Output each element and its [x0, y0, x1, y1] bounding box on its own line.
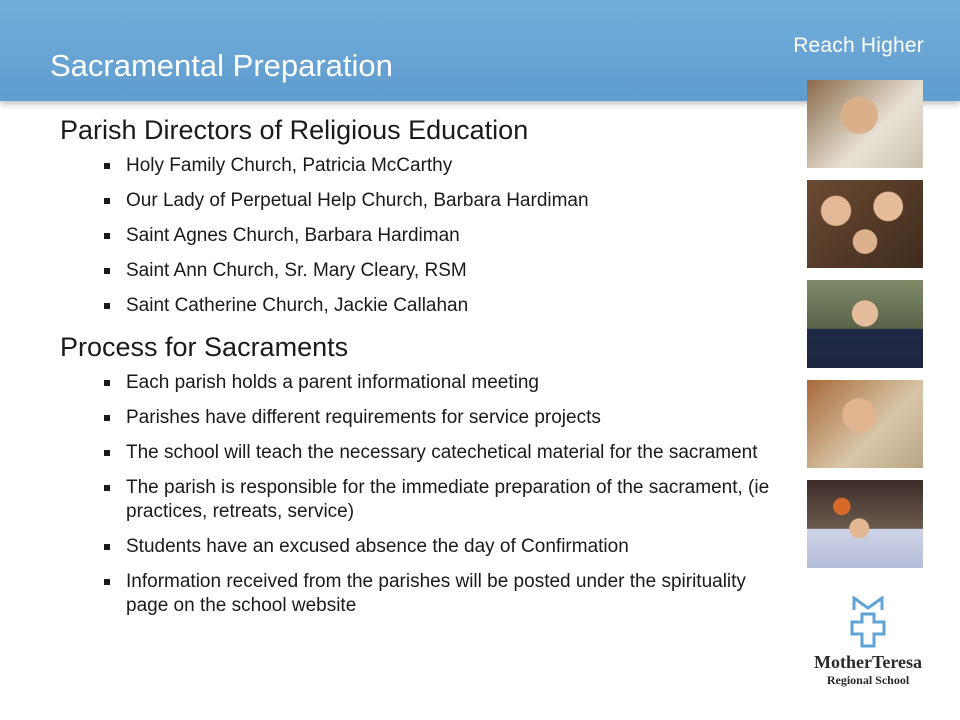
- bullet-icon: [104, 485, 110, 491]
- photo-column: [807, 80, 923, 580]
- school-name: MotherTeresa: [814, 652, 922, 672]
- section-heading-process: Process for Sacraments: [60, 332, 349, 362]
- list-item: [60, 294, 780, 318]
- child-writing-photo: [807, 80, 923, 168]
- list-item: [60, 535, 780, 559]
- process-list: [60, 371, 780, 618]
- child-looking-up-photo: [807, 280, 923, 368]
- tagline: Reach Higher: [793, 34, 924, 57]
- slide-title: Sacramental Preparation: [50, 48, 393, 83]
- list-item-text: The parish is responsible for the immediate preparation of the sacrament, (ie practices, retreats, service): [126, 477, 770, 522]
- directors-list: [60, 154, 780, 318]
- bullet-icon: [104, 579, 110, 585]
- bullet-icon: [104, 198, 110, 204]
- list-item-text: Saint Agnes Church, Barbara Hardiman: [126, 225, 460, 246]
- bullet-icon: [104, 163, 110, 169]
- slide-content: [60, 112, 780, 629]
- list-item: [60, 189, 780, 213]
- list-item: [60, 570, 780, 618]
- list-item-text: The school will teach the necessary catechetical material for the sacrament: [126, 442, 758, 463]
- list-item-text: Students have an excused absence the day of Confirmation: [126, 536, 629, 557]
- bullet-icon: [104, 544, 110, 550]
- list-item: [60, 259, 780, 283]
- girl-reading-photo: [807, 380, 923, 468]
- list-item-text: Saint Ann Church, Sr. Mary Cleary, RSM: [126, 260, 467, 281]
- list-item: [60, 224, 780, 248]
- bullet-icon: [104, 303, 110, 309]
- list-item: [60, 371, 780, 395]
- list-item-text: Saint Catherine Church, Jackie Callahan: [126, 295, 469, 316]
- bullet-icon: [104, 380, 110, 386]
- list-item: [60, 406, 780, 430]
- list-item-text: Parishes have different requirements for service projects: [126, 407, 601, 428]
- bullet-icon: [104, 233, 110, 239]
- list-item-text: Our Lady of Perpetual Help Church, Barbara Hardiman: [126, 190, 589, 211]
- bullet-icon: [104, 415, 110, 421]
- list-item: [60, 441, 780, 465]
- bullet-icon: [104, 268, 110, 274]
- list-item-text: Information received from the parishes will be posted under the spirituality page on the school website: [126, 571, 746, 616]
- cross-m-logo-icon: [846, 596, 890, 648]
- list-item-text: Each parish holds a parent informational meeting: [126, 372, 539, 393]
- school-logo: [808, 596, 928, 688]
- school-subtitle: Regional School: [826, 673, 910, 687]
- bullet-icon: [104, 450, 110, 456]
- list-item: [60, 476, 780, 524]
- list-item: [60, 154, 780, 178]
- children-circle-photo: [807, 180, 923, 268]
- list-item-text: Holy Family Church, Patricia McCarthy: [126, 155, 453, 176]
- basketball-photo: [807, 480, 923, 568]
- section-heading-directors: Parish Directors of Religious Education: [60, 115, 529, 145]
